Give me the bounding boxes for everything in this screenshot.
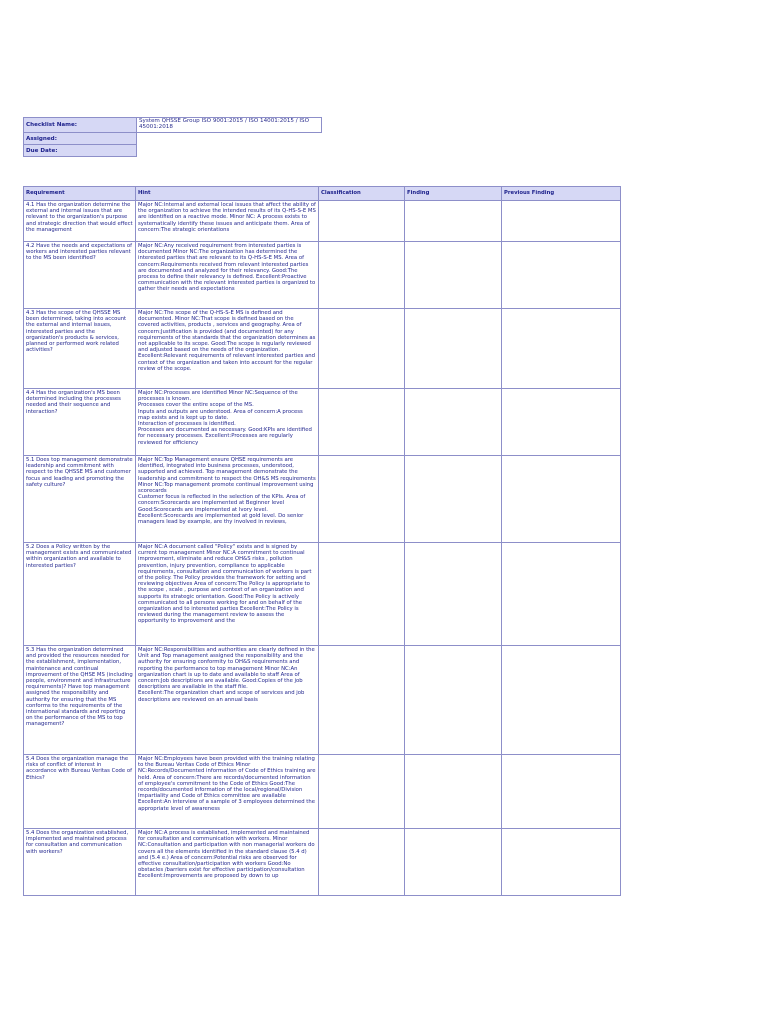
table-row bbox=[24, 389, 621, 456]
hint-cell: Major NC:Any received requirement from interested parties is documented Minor NC:The organization has determined the interested parties that are relevant to its Q-HS-S-E MS. Area of concern:Requirements received from relevant interested parties are documented and analyzed for their relevancy. Good:The process to define their relevancy is defined. Excellent:Proactive communication with the relevant interested parties is organized to gather their needs and expectations bbox=[136, 242, 319, 309]
classification-cell[interactable] bbox=[319, 456, 405, 543]
finding-cell[interactable] bbox=[405, 242, 502, 309]
classification-cell[interactable] bbox=[319, 829, 405, 896]
requirement-cell: 4.1 Has the organization determine the external and internal issues that are relevant to the organization's purpose and strategic direction that would effect the management bbox=[24, 201, 136, 242]
table-row bbox=[24, 201, 621, 242]
table-row bbox=[24, 309, 621, 389]
classification-cell[interactable] bbox=[319, 755, 405, 829]
previous-finding-cell[interactable] bbox=[502, 755, 621, 829]
hint-cell: Major NC:Processes are identified Minor NC:Sequence of the processes is known. Processes cover the entire scope of the MS. Inputs and outputs are understood. Area of concern:A process map exists and is kept up to date. Interaction of processes is identified. Processes are documented as necessary. Good:KPIs are identified for necessary processes. Excellent:Processes are regularly reviewed for efficiency bbox=[136, 389, 319, 456]
checklist-name-label: Checklist Name: bbox=[24, 118, 137, 133]
table-header-row bbox=[24, 187, 621, 201]
hint-cell: Major NC:Internal and external local issues that affect the ability of the organization to achieve the intended results of its Q-HS-S-E MS are identified on a reactive mode. Minor NC: A process exists to systematically identify these issues and anticipate them. Area of concern:The strategic orientations bbox=[136, 201, 319, 242]
col-previous-finding: Previous Finding bbox=[502, 187, 621, 201]
col-hint: Hint bbox=[136, 187, 319, 201]
requirement-cell: 5.4 Does the organization manage the risks of conflict of interest in accordance with Bureau Veritas Code of Ethics? bbox=[24, 755, 136, 829]
finding-cell[interactable] bbox=[405, 456, 502, 543]
requirement-cell: 4.4 Has the organization's MS been determined including the processes needed and their sequence and interaction? bbox=[24, 389, 136, 456]
requirement-cell: 5.3 Has the organization determined and provided the resources needed for the establishment, implementation, maintenance and continual improvement of the QHSE MS (including people, environment and infrastructure requirements)? Have top management assigned the responsibility and authority for ensuring that the MS conforms to the requirements of the international standards and reporting on the performance of the MS to top management? bbox=[24, 646, 136, 755]
hint-cell: Major NC:Responsibilities and authorities are clearly defined in the Unit and Top management assigned the responsibility and the authority for ensuring conformity to OH&S requirements and reporting the performance to top management Minor NC:An organization chart is up to date and available to staff Area of concern:Job descriptions are available. Good:Copies of the job descriptions are available in the staff file. Excellent:The organization chart and scope of services and job descriptions are reviewed on an annual basis bbox=[136, 646, 319, 755]
classification-cell[interactable] bbox=[319, 201, 405, 242]
classification-cell[interactable] bbox=[319, 646, 405, 755]
finding-cell[interactable] bbox=[405, 309, 502, 389]
finding-cell[interactable] bbox=[405, 755, 502, 829]
hint-cell: Major NC:A process is established, implemented and maintained for consultation and communication with workers. Minor NC:Consultation and participation with non managerial workers do covers all the elements identified in the standard clause (5.4 d) and (5.4 e.) Area of concern:Potential risks are observed for effective consultation/participation with workers Good:No obstacles /barriers exist for effective participation/consultation Excellent:Improvements are proposed by down to up bbox=[136, 829, 319, 896]
requirement-cell: 5.2 Does a Policy written by the management exists and communicated within organization and available to interested parties? bbox=[24, 543, 136, 646]
checklist-name-value: System QHSSE Group ISO 9001:2015 / ISO 14001:2015 / ISO 45001:2018 bbox=[137, 118, 322, 133]
hint-cell: Major NC:A document called "Policy" exists and is signed by current top management Minor NC:A commitment to continual improvement, eliminate and reduce OH&S risks , pollution prevention, injury prevention, compliance to applicable requirements, consultation and communication of workers is part of the policy. The Policy provides the framework for setting and reviewing objectives Area of concern:The Policy is appropriate to the scope , scale , purpose and context of an organization and supports its strategic orientation. Good:The Policy is actively communicated to all persons working for and on behalf of the organization and to interested parties Excellent:The Policy is reviewed during the management review to assess the opportunity to improvement and the bbox=[136, 543, 319, 646]
requirement-cell: 5.1 Does top management demonstrate leadership and commitment with respect to the QHSSE MS and customer focus and leading and promoting the safety culture? bbox=[24, 456, 136, 543]
finding-cell[interactable] bbox=[405, 543, 502, 646]
classification-cell[interactable] bbox=[319, 242, 405, 309]
classification-cell[interactable] bbox=[319, 309, 405, 389]
hint-cell: Major NC:The scope of the Q-HS-S-E MS is defined and documented. Minor NC:That scope is defined based on the covered activities, products , services and geography. Area of concern:Justification is provided (and documented) for any requirements of the standards that the organization determines as not applicable to its scope. Good:The scope is regularly reviewed and adjusted based on the needs of the organization. Excellent:Relevant requirements of relevant interested parties and context of the organization and taken into account for the regular review of the scope. bbox=[136, 309, 319, 389]
assigned-label: Assigned: bbox=[24, 133, 137, 145]
finding-cell[interactable] bbox=[405, 829, 502, 896]
table-row bbox=[24, 829, 621, 896]
requirement-cell: 4.2 Have the needs and expectations of workers and interested parties relevant to the MS been identified? bbox=[24, 242, 136, 309]
classification-cell[interactable] bbox=[319, 543, 405, 646]
finding-cell[interactable] bbox=[405, 646, 502, 755]
finding-cell[interactable] bbox=[405, 201, 502, 242]
table-row bbox=[24, 456, 621, 543]
previous-finding-cell[interactable] bbox=[502, 242, 621, 309]
table-row bbox=[24, 755, 621, 829]
col-finding: Finding bbox=[405, 187, 502, 201]
previous-finding-cell[interactable] bbox=[502, 201, 621, 242]
due-date-label: Due Date: bbox=[24, 145, 137, 157]
requirement-cell: 5.4 Does the organization established, implemented and maintained process for consultation and communication with workers? bbox=[24, 829, 136, 896]
previous-finding-cell[interactable] bbox=[502, 309, 621, 389]
hint-cell: Major NC:Top Management ensure QHSE requirements are identified, integrated into business processes, understood, supported and achieved. Top management demonstrate the leadership and commitment to respect the OH&S MS requirements Minor NC:Top management promote continual improvement using scorecards Customer focus is reflected in the selection of the KPIs. Area of concern:Scorecards are implemented at Beginner level Good:Scorecards are implemented at Ivory level. Excellent:Scorecards are implemented at gold level. Do senior managers lead by example, are thy involved in reviews, bbox=[136, 456, 319, 543]
table-row bbox=[24, 242, 621, 309]
col-classification: Classification bbox=[319, 187, 405, 201]
due-date-value bbox=[137, 145, 322, 157]
checklist-header bbox=[23, 117, 322, 157]
requirement-cell: 4.3 Has the scope of the QHSSE MS been determined, taking into account the external and internal issues, interested parties and the organization's products & services, planned or performed work related activities? bbox=[24, 309, 136, 389]
table-row bbox=[24, 543, 621, 646]
col-requirement: Requirement bbox=[24, 187, 136, 201]
previous-finding-cell[interactable] bbox=[502, 646, 621, 755]
table-row bbox=[24, 646, 621, 755]
previous-finding-cell[interactable] bbox=[502, 456, 621, 543]
previous-finding-cell[interactable] bbox=[502, 389, 621, 456]
checklist-table bbox=[23, 186, 621, 896]
previous-finding-cell[interactable] bbox=[502, 829, 621, 896]
assigned-value bbox=[137, 133, 322, 145]
finding-cell[interactable] bbox=[405, 389, 502, 456]
previous-finding-cell[interactable] bbox=[502, 543, 621, 646]
classification-cell[interactable] bbox=[319, 389, 405, 456]
hint-cell: Major NC:Employees have been provided with the training relating to the Bureau Veritas Code of Ethics Minor NC:Records/Documented information of Code of Ethics training are held. Area of concern:There are records/documented information of employee's commitment to the Code of Ethics Good:The records/documented information of the local/regional/Division Impartiality and Code of Ethics committee are available Excellent:An interview of a sample of 3 employees determined the appropriate level of awareness bbox=[136, 755, 319, 829]
